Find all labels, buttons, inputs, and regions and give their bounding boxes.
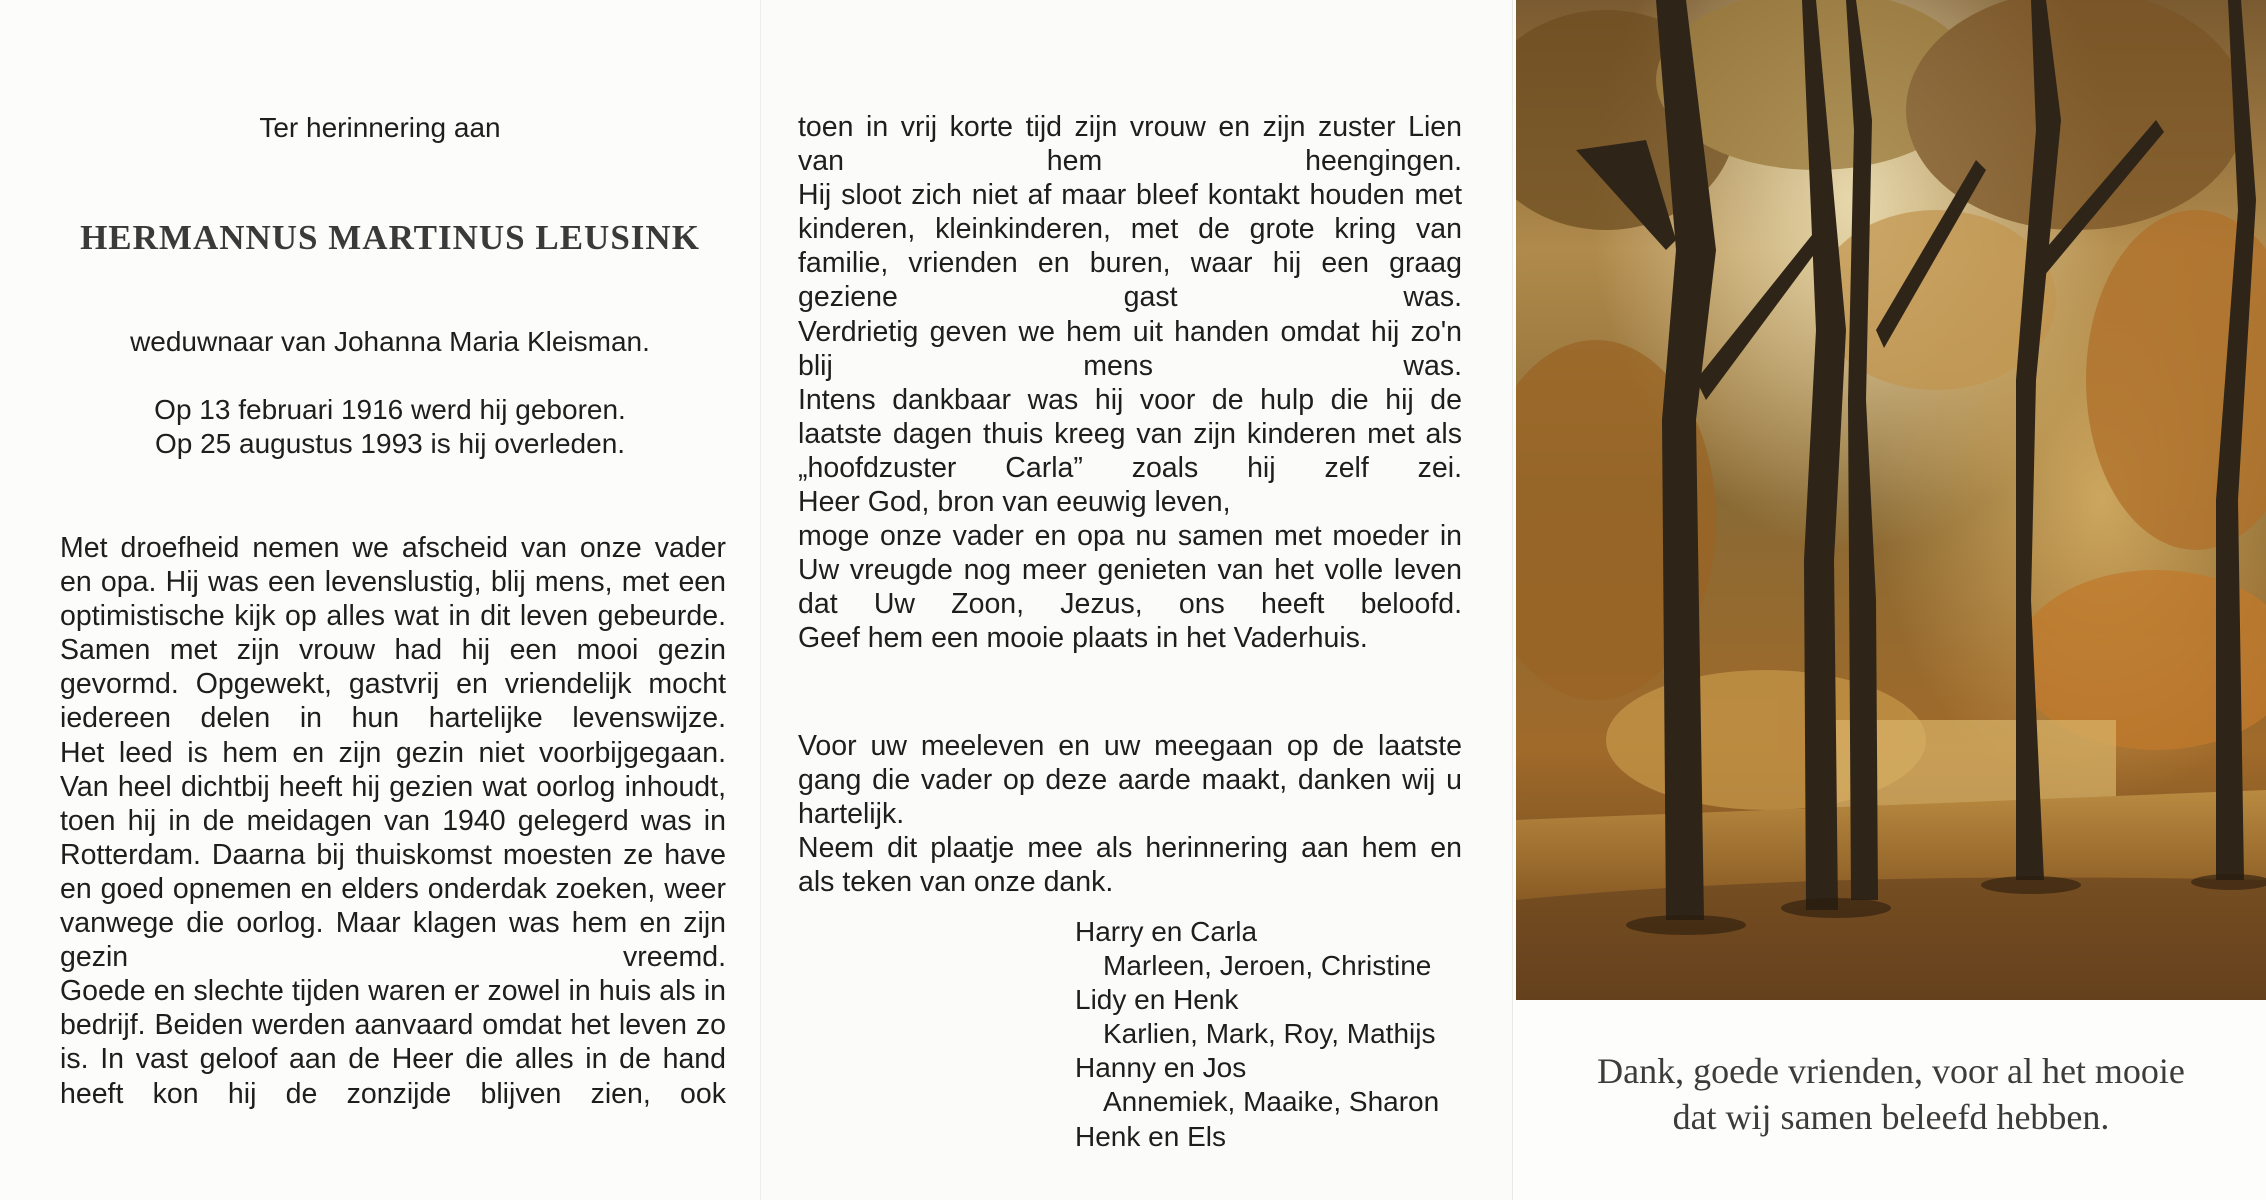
paragraph: Met droefheid nemen we afscheid van onze vader en opa. Hij was een levenslustig, blij mens, met een optimistische kijk op alles wat in dit leven gebeurde. (60, 532, 726, 633)
signature-children: Karlien, Mark, Roy, Mathijs (1103, 1018, 1436, 1050)
signature-couple: Lidy en Henk (1075, 984, 1239, 1016)
widow-text: weduwnaar van Johanna Maria Kleisman. (130, 326, 650, 357)
prayer-line: Heer God, bron van eeuwig leven, (798, 486, 1231, 519)
paragraph: Samen met zijn vrouw had hij een mooi gezin gevormd. Opgewekt, gastvrij en vriendelijk mocht iedereen delen in hun hartelijke levenswijze. (60, 634, 726, 735)
death-date-text: Op 25 augustus 1993 is hij overleden. (154, 428, 626, 459)
birth-date-text: Op 13 februari 1916 werd hij geboren. (154, 394, 626, 425)
paragraph: Neem dit plaatje mee als herinnering aan hem en als teken van onze dank. (798, 832, 1462, 899)
photo-caption (1516, 1048, 2266, 1140)
dates-block (0, 393, 780, 461)
caption-line: dat wij samen beleefd hebben. (1672, 1097, 2110, 1137)
intro-text: Ter herinnering aan (259, 112, 501, 143)
left-body-text (60, 531, 726, 1111)
signature-children: Annemiek, Maaike, Sharon (1103, 1086, 1440, 1118)
signature-couple: Hanny en Jos (1075, 1052, 1247, 1084)
paragraph: Voor uw meeleven en uw meegaan op de laatste gang die vader op deze aarde maakt, danken wij u hartelijk. (798, 730, 1462, 831)
paragraph: Hij sloot zich niet af maar bleef kontakt houden met kinderen, kleinkinderen, met de grote kring van familie, vrienden en buren, waar hij een graag geziene gast was. (798, 179, 1462, 314)
middle-body-text (798, 110, 1462, 656)
paragraph: moge onze vader en opa nu samen met moeder in Uw vreugde nog meer genieten van het volle leven dat Uw Zoon, Jezus, ons heeft beloofd. (798, 520, 1462, 621)
paragraph: Intens dankbaar was hij voor de hulp die hij de laatste dagen thuis kreeg van zijn kinderen met als „hoofdzuster Carla” zoals hij zelf zei. (798, 383, 1462, 484)
signature-children: Marleen, Jeroen, Christine (1103, 950, 1432, 982)
paragraph: Goede en slechte tijden waren er zowel in huis als in bedrijf. Beiden werden aanvaard omdat het leven zo is. In vast geloof aan de Heer die alles in de hand heeft kon hij de zonzijde blijven zien, ook (60, 975, 726, 1110)
paragraph: Het leed is hem en zijn gezin niet voorbijgegaan. Van heel dichtbij heeft hij gezien wat oorlog inhoudt, toen hij in de meidagen van 1940 gelegerd was in Rotterdam. Daarna bij thuiskomst moesten ze have en goed opnemen en elders onderdak zoeken, weer vanwege die oorlog. Maar klagen was hem en zijn gezin vreemd. (60, 736, 726, 974)
paragraph: toen in vrij korte tijd zijn vrouw en zijn zuster Lien van hem heengingen. (798, 111, 1462, 178)
paragraph: Geef hem een mooie plaats in het Vaderhuis. (798, 622, 1368, 655)
signature-couple: Henk en Els (1075, 1120, 1226, 1152)
family-signatures (1075, 915, 1439, 1154)
thanks-text (798, 729, 1462, 899)
deceased-name: HERMANNUS MARTINUS LEUSINK (80, 218, 700, 257)
autumn-forest-photo (1516, 0, 2266, 1000)
paragraph: Verdrietig geven we hem uit handen omdat hij zo'n blij mens was. (798, 315, 1462, 382)
caption-line: Dank, goede vrienden, voor al het mooie (1597, 1051, 2185, 1091)
left-panel (0, 0, 760, 1200)
signature-couple: Harry en Carla (1075, 916, 1258, 947)
